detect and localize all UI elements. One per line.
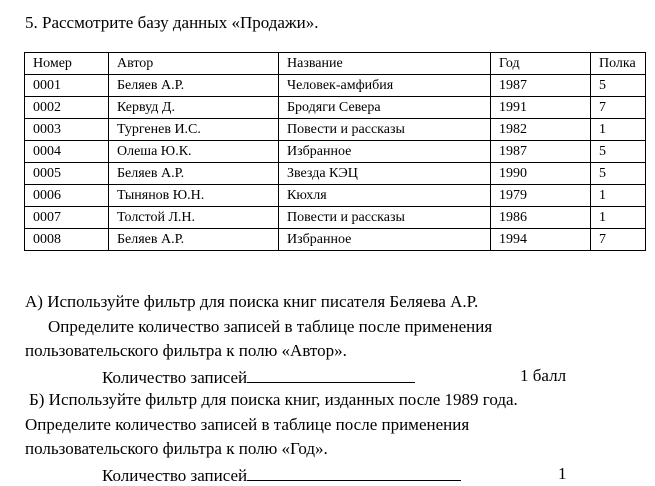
table-cell: 0008	[25, 229, 109, 251]
answer-blank[interactable]	[247, 366, 415, 383]
table-cell: 0004	[25, 141, 109, 163]
table-cell: 1982	[491, 119, 591, 141]
table-row	[25, 141, 646, 163]
task-a-line3: пользовательского фильтра к полю «Автор».	[25, 341, 347, 360]
table-cell: 1991	[491, 97, 591, 119]
answer-blank[interactable]	[247, 464, 461, 481]
table-header-row	[25, 53, 646, 75]
table-cell: Олеша Ю.К.	[109, 141, 279, 163]
table-row	[25, 185, 646, 207]
table-cell: 0001	[25, 75, 109, 97]
task-b-line1: Б) Используйте фильтр для поиска книг, изданных после 1989 года.	[29, 390, 518, 409]
table-cell: 0005	[25, 163, 109, 185]
table-cell: Кюхля	[279, 185, 491, 207]
table-cell: 1987	[491, 75, 591, 97]
table-cell: Бродяги Севера	[279, 97, 491, 119]
table-cell: Беляев А.Р.	[109, 229, 279, 251]
table-row	[25, 97, 646, 119]
table-row	[25, 207, 646, 229]
table-row	[25, 163, 646, 185]
table-cell: 0007	[25, 207, 109, 229]
table-cell: Избранное	[279, 229, 491, 251]
table-cell: 7	[591, 229, 646, 251]
task-a-line1: А) Используйте фильтр для поиска книг писателя Беляева А.Р.	[25, 292, 479, 311]
table-cell: 5	[591, 141, 646, 163]
table-cell: 5	[591, 163, 646, 185]
table-cell: Звезда КЭЦ	[279, 163, 491, 185]
table-cell: Год	[491, 53, 591, 75]
task-b-line2: Определите количество записей в таблице после применения	[25, 415, 470, 434]
task-b-answer	[102, 464, 461, 486]
task-b-points: 1	[558, 464, 567, 483]
table-cell: Кервуд Д.	[109, 97, 279, 119]
table-cell: 0002	[25, 97, 109, 119]
table-cell: Человек-амфибия	[279, 75, 491, 97]
task-a-line2: Определите количество записей в таблице после применения	[48, 317, 493, 336]
task-b-line3: пользовательского фильтра к полю «Год».	[25, 439, 328, 458]
answer-label: Количество записей	[102, 466, 248, 485]
table-cell: 1994	[491, 229, 591, 251]
table-cell: Беляев А.Р.	[109, 163, 279, 185]
answer-label: Количество записей	[102, 368, 248, 387]
table-cell: Избранное	[279, 141, 491, 163]
table-cell: 1986	[491, 207, 591, 229]
table-cell: 1	[591, 207, 646, 229]
table-row	[25, 75, 646, 97]
task-a-points: 1 балл	[520, 366, 567, 385]
table-cell: 0006	[25, 185, 109, 207]
table-cell: Повести и рассказы	[279, 119, 491, 141]
table-cell: Толстой Л.Н.	[109, 207, 279, 229]
question-title: 5. Рассмотрите базу данных «Продажи».	[25, 13, 319, 32]
table-cell: Полка	[591, 53, 646, 75]
table-row	[25, 229, 646, 251]
table-row	[25, 119, 646, 141]
table-cell: Тургенев И.С.	[109, 119, 279, 141]
table-cell: 1	[591, 185, 646, 207]
table-cell: Беляев А.Р.	[109, 75, 279, 97]
sales-table	[24, 52, 646, 251]
task-a-answer	[102, 366, 415, 388]
table-cell: Автор	[109, 53, 279, 75]
table-cell: 1979	[491, 185, 591, 207]
table-cell: 1	[591, 119, 646, 141]
table-cell: Повести и рассказы	[279, 207, 491, 229]
table-cell: Номер	[25, 53, 109, 75]
table-cell: Название	[279, 53, 491, 75]
table-cell: 1987	[491, 141, 591, 163]
table-cell: 0003	[25, 119, 109, 141]
table-cell: 1990	[491, 163, 591, 185]
table-cell: 7	[591, 97, 646, 119]
table-cell: Тынянов Ю.Н.	[109, 185, 279, 207]
table-cell: 5	[591, 75, 646, 97]
